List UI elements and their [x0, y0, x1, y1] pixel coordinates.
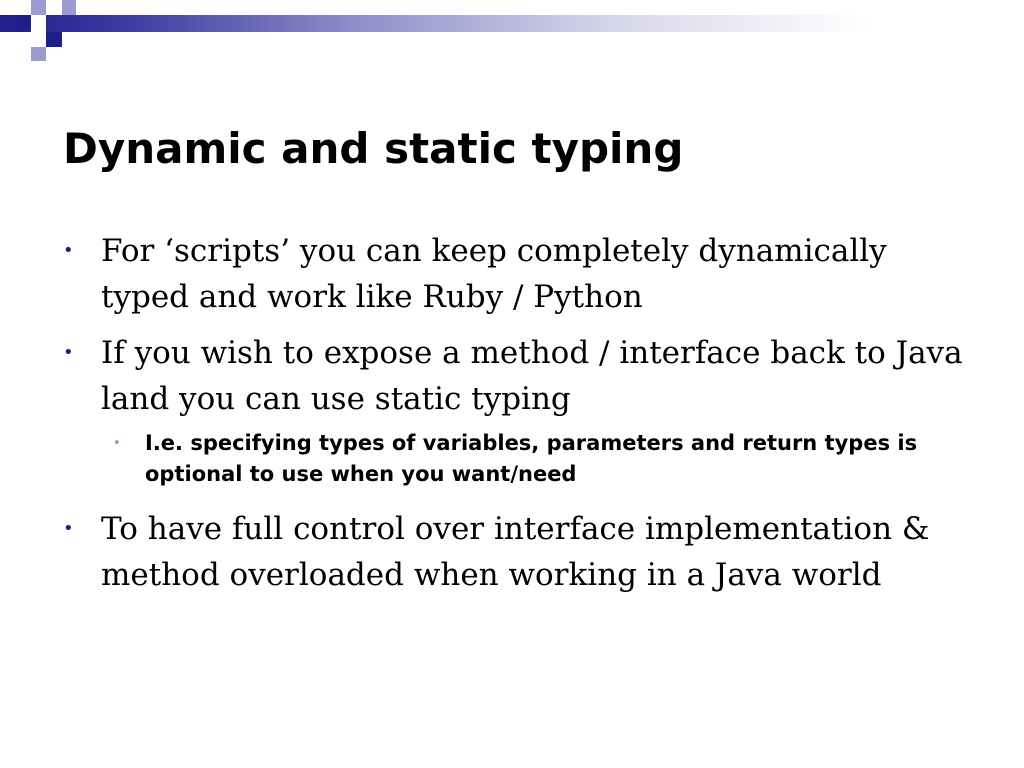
bullet-marker: •: [63, 342, 74, 363]
bullet-item: [63, 228, 983, 320]
bullet-text: To have full control over interface implementation & method overloaded when working in a Java world: [101, 511, 930, 593]
decor-square: [15, 15, 31, 31]
sub-bullet-marker: •: [113, 436, 121, 451]
sub-bullet-text: I.e. specifying types of variables, parameters and return types is optional to use when you want/need: [145, 431, 918, 486]
bullet-marker: •: [63, 240, 74, 261]
header-band: [0, 15, 1024, 32]
bullet-text: If you wish to expose a method / interface back to Java land you can use static typing: [101, 335, 963, 417]
decor-square: [46, 32, 62, 47]
sub-bullet-item: [63, 428, 983, 490]
slide-title: Dynamic and static typing: [63, 124, 684, 173]
decor-square: [31, 0, 46, 15]
bullet-list: [63, 228, 983, 608]
bullet-item: [63, 330, 983, 422]
bullet-item: [63, 506, 983, 598]
bullet-text: For ‘scripts’ you can keep completely dynamically typed and work like Ruby / Python: [101, 233, 887, 315]
bullet-marker: •: [63, 518, 74, 539]
decor-square: [31, 47, 46, 61]
decor-square: [62, 0, 76, 15]
decor-square: [31, 15, 46, 32]
